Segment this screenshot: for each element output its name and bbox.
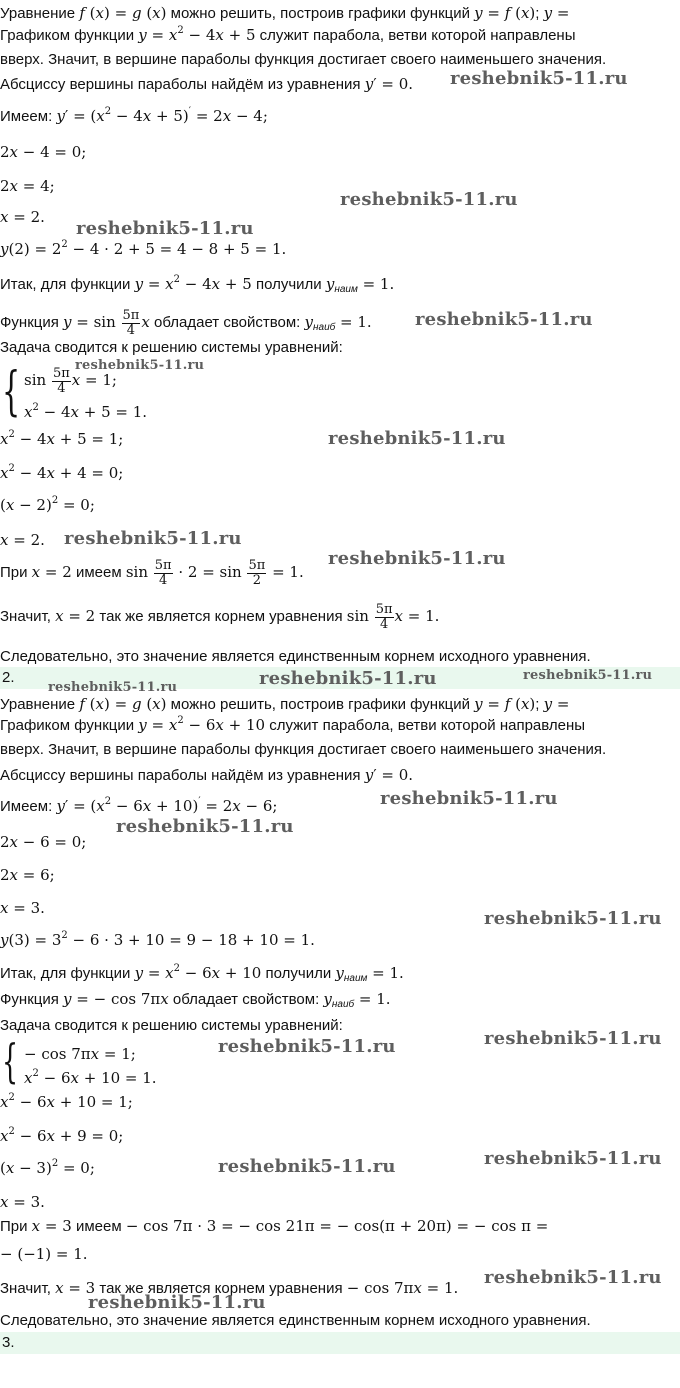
p2-abscissa-line: Абсциссу вершины параболы найдём из уравнения y′ = 0.	[0, 766, 414, 784]
watermark: reshebnik5-11.ru	[48, 680, 178, 695]
p1-intro-line: Уравнение f (x) = g (x) можно решить, построив графики функций y = f (x); y =	[0, 4, 570, 22]
watermark: reshebnik5-11.ru	[328, 428, 506, 449]
watermark: reshebnik5-11.ru	[259, 668, 437, 689]
watermark: reshebnik5-11.ru	[484, 1148, 662, 1169]
watermark: reshebnik5-11.ru	[64, 528, 242, 549]
p1-system-intro: Задача сводится к решению системы уравнений:	[0, 339, 343, 356]
p1-eq-line: x = 2.	[0, 208, 45, 226]
watermark: reshebnik5-11.ru	[450, 68, 628, 89]
watermark: reshebnik5-11.ru	[75, 358, 205, 373]
watermark: reshebnik5-11.ru	[380, 788, 558, 809]
p1-graph-line: Графиком функции $y = x^2 - 4x + 5$ служит парабола, ветви которой направлены	[0, 25, 576, 44]
p1-conclusion: Следовательно, это значение является единственным корнем исходного уравнения.	[0, 648, 591, 665]
p2-derivative-line: Имеем: $y' = (x^2 - 6x + 10)' = 2x - 6$;	[0, 796, 278, 815]
watermark: reshebnik5-11.ru	[415, 309, 593, 330]
watermark: reshebnik5-11.ru	[88, 1292, 266, 1313]
p2-eq-line: $x^2 - 6x + 10 = 1$;	[0, 1092, 133, 1111]
watermark: reshebnik5-11.ru	[76, 218, 254, 239]
p1-eq-line: $x^2 - 4x + 4 = 0$;	[0, 463, 124, 482]
watermark: reshebnik5-11.ru	[484, 1028, 662, 1049]
watermark: reshebnik5-11.ru	[484, 1267, 662, 1288]
p1-system-eq1: sin $\frac{5\pi}{4}$ x = 1;	[24, 365, 117, 396]
p2-eq-line: $x^2 - 6x + 9 = 0$;	[0, 1126, 124, 1145]
section-number: 2.	[2, 669, 15, 686]
watermark: reshebnik5-11.ru	[116, 816, 294, 837]
p2-system-intro: Задача сводится к решению системы уравнений:	[0, 1017, 343, 1034]
p1-sin-line: Функция y = sin $\frac{5\pi}{4}$ x обладает свойством: $y_{наиб} = 1$.	[0, 307, 372, 338]
p1-eq-line: x = 2.	[0, 531, 45, 549]
p2-cos-line: Функция y = − cos 7πx обладает свойством: $y_{наиб} = 1$.	[0, 990, 391, 1010]
p1-abscissa-line: Абсциссу вершины параболы найдём из уравнения y′ = 0.	[0, 75, 414, 93]
p1-eq-line: 2x = 4;	[0, 177, 55, 195]
p2-eq-line: 2x − 6 = 0;	[0, 833, 87, 851]
p2-eq-line: x = 3.	[0, 1193, 45, 1211]
system-brace: {	[2, 362, 21, 422]
p2-intro-line: Уравнение f (x) = g (x) можно решить, построив графики функций y = f (x); y =	[0, 695, 570, 713]
p1-system-eq2: $x^2 - 4x + 5 = 1$.	[24, 402, 148, 421]
p2-eq-line: 2x = 6;	[0, 866, 55, 884]
watermark: reshebnik5-11.ru	[484, 908, 662, 929]
watermark: reshebnik5-11.ru	[523, 668, 653, 683]
p2-eq-line: $(x - 3)^2 = 0$;	[0, 1158, 95, 1177]
p2-system-eq2: $x^2 - 6x + 10 = 1$.	[24, 1068, 157, 1087]
p2-vertex-line: вверх. Значит, в вершине параболы функция достигает своего наименьшего значения.	[0, 741, 607, 758]
system-brace: {	[2, 1034, 19, 1088]
p2-conclusion: Следовательно, это значение является единственным корнем исходного уравнения.	[0, 1312, 591, 1329]
p2-system-eq1: − cos 7πx = 1;	[24, 1045, 136, 1063]
p2-check-line: При x = 3 имеем − cos 7π · 3 = − cos 21π = − cos(π + 20π) = − cos π =	[0, 1217, 549, 1235]
p2-value-line: $y(3) = 3^2 - 6 \cdot 3 + 10 = 9 - 18 + 10 = 1$.	[0, 930, 315, 949]
watermark: reshebnik5-11.ru	[340, 189, 518, 210]
p2-eq-line: x = 3.	[0, 899, 45, 917]
p2-root-line: Значит, x = 3 так же является корнем уравнения − cos 7πx = 1.	[0, 1279, 459, 1297]
p1-value-line: $y(2) = 2^2 - 4 \cdot 2 + 5 = 4 - 8 + 5 = 1$.	[0, 239, 287, 258]
p2-summary-line: Итак, для функции $y = x^2 - 6x + 10$ получили $y_{наим} = 1$.	[0, 963, 404, 984]
p1-eq-line: 2x − 4 = 0;	[0, 143, 87, 161]
p2-check-cont: − (−1) = 1.	[0, 1245, 88, 1263]
p1-eq-line: $(x - 2)^2 = 0$;	[0, 495, 95, 514]
p1-vertex-line: вверх. Значит, в вершине параболы функция достигает своего наименьшего значения.	[0, 51, 607, 68]
watermark: reshebnik5-11.ru	[218, 1156, 396, 1177]
p1-derivative-line: Имеем: $y' = (x^2 - 4x + 5)' = 2x - 4$;	[0, 106, 268, 125]
watermark: reshebnik5-11.ru	[218, 1036, 396, 1057]
p2-graph-line: Графиком функции $y = x^2 - 6x + 10$ служит парабола, ветви которой направлены	[0, 715, 586, 734]
p1-eq-line: $x^2 - 4x + 5 = 1$;	[0, 429, 124, 448]
watermark: reshebnik5-11.ru	[328, 548, 506, 569]
section-number: 3.	[2, 1334, 15, 1351]
p1-check-line: При x = 2 имеем sin $\frac{5\pi}{4}$ · 2 = sin $\frac{5\pi}{2}$ = 1.	[0, 557, 304, 588]
section-header-3	[0, 1332, 680, 1354]
p1-summary-line: Итак, для функции $y = x^2 - 4x + 5$ получили $y_{наим} = 1$.	[0, 274, 395, 295]
p1-root-line: Значит, x = 2 так же является корнем уравнения sin $\frac{5\pi}{4}$ x = 1.	[0, 601, 440, 632]
